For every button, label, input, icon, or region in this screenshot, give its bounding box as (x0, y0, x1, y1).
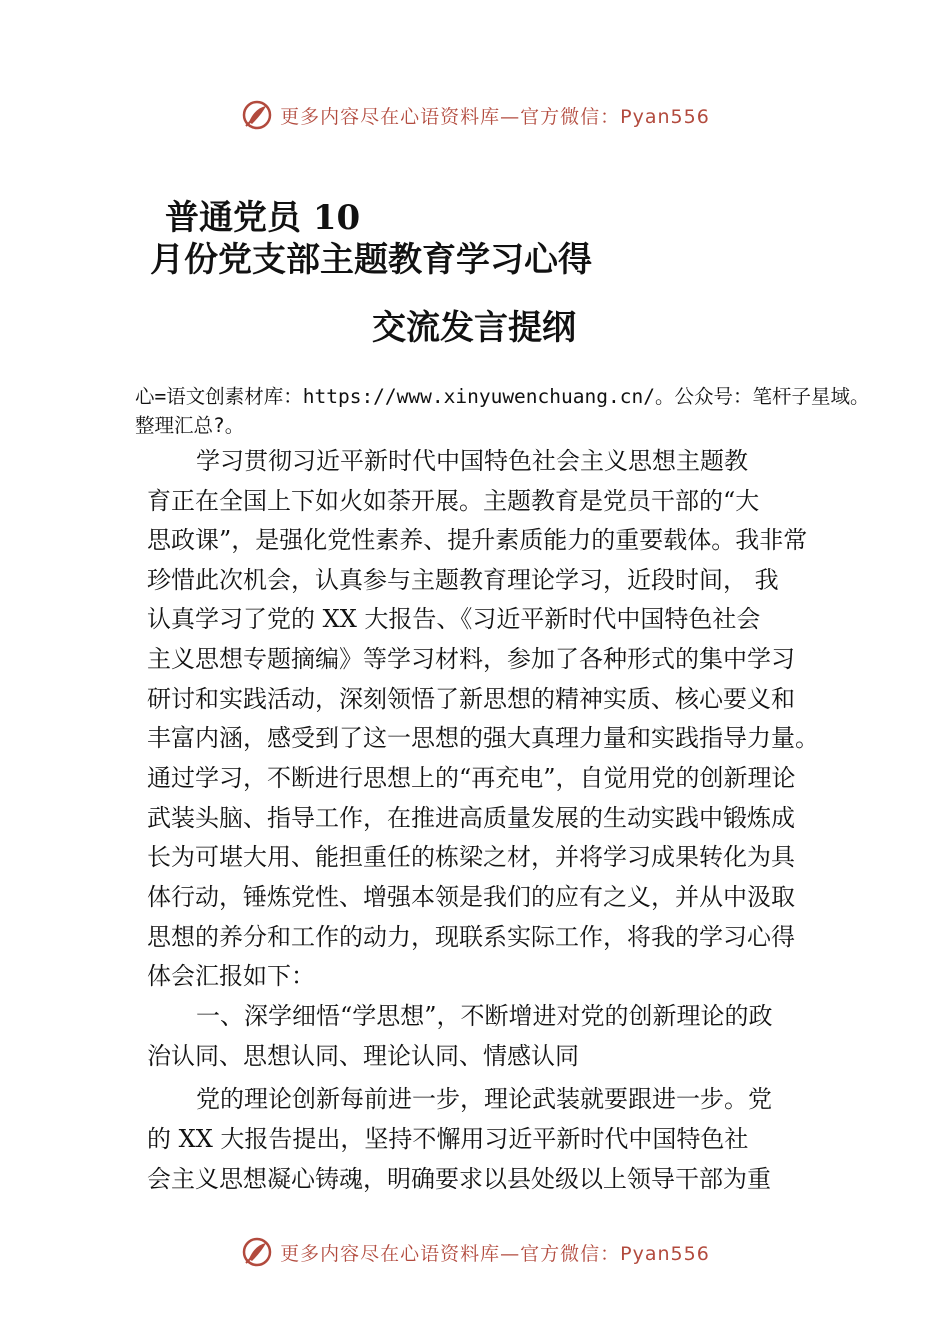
body-line: 长为可堪大用、能担重任的栋梁之材，并将学习成果转化为具 (147, 843, 795, 871)
logo-icon (240, 1235, 274, 1269)
body-line: 体会汇报如下： (147, 962, 315, 990)
body-line: 育正在全国上下如火如荼开展。主题教育是党员干部的“大 (147, 487, 760, 515)
body-line: 思政课”，是强化党性素养、提升素质能力的重要载体。我非常 (147, 526, 808, 554)
section-heading-line: 治认同、思想认同、理论认同、情感认同 (147, 1042, 579, 1070)
body-line: 体行动，锤炼党性、增强本领是我们的应有之义，并从中汲取 (147, 883, 795, 911)
body-line: 研讨和实践活动，深刻领悟了新思想的精神实质、核心要义和 (147, 685, 795, 713)
doc-title-line-2: 月份党支部主题教育学习心得 (150, 240, 592, 280)
body-line: 会主义思想凝心铸魂，明确要求以县处级以上领导干部为重 (147, 1165, 771, 1193)
footer-watermark (0, 1232, 950, 1272)
body-line: 珍惜此次机会，认真参与主题教育理论学习，近段时间， 我 (147, 566, 779, 594)
source-note: 心=语文创素材库：https://www.xinyuwenchuang.cn/。公众号：笔杆子星域。整理汇总?。 (135, 385, 870, 437)
header-watermark (0, 95, 950, 135)
watermark-text (280, 1239, 710, 1266)
watermark-handle: Pyan556 (620, 1242, 710, 1265)
body-line: 党的理论创新每前进一步，理论武装就要跟进一步。党 (196, 1085, 772, 1113)
doc-title-line-1: 普通党员 10 (165, 198, 361, 238)
body-line: 认真学习了党的 XX 大报告、《习近平新时代中国特色社会 (147, 605, 761, 633)
section-heading-line: 一、深学细悟“学思想”，不断增进对党的创新理论的政 (196, 1002, 773, 1030)
body-line: 学习贯彻习近平新时代中国特色社会主义思想主题教 (196, 447, 748, 475)
watermark-label: 更多内容尽在心语资料库—官方微信： (280, 105, 621, 128)
watermark-handle: Pyan556 (620, 105, 710, 128)
body-line: 的 XX 大报告提出，坚持不懈用习近平新时代中国特色社 (147, 1125, 749, 1153)
logo-icon (240, 98, 274, 132)
body-line: 主义思想专题摘编》等学习材料，参加了各种形式的集中学习 (147, 645, 795, 673)
body-line: 武装头脑、指导工作，在推进高质量发展的生动实践中锻炼成 (147, 804, 795, 832)
doc-title-line-3: 交流发言提纲 (372, 308, 576, 348)
body-line: 思想的养分和工作的动力，现联系实际工作，将我的学习心得 (147, 923, 795, 951)
body-line: 通过学习，不断进行思想上的“再充电”，自觉用党的创新理论 (147, 764, 796, 792)
body-line: 丰富内涵，感受到了这一思想的强大真理力量和实践指导力量。 (147, 724, 819, 752)
watermark-text (280, 102, 710, 129)
watermark-label: 更多内容尽在心语资料库—官方微信： (280, 1242, 621, 1265)
